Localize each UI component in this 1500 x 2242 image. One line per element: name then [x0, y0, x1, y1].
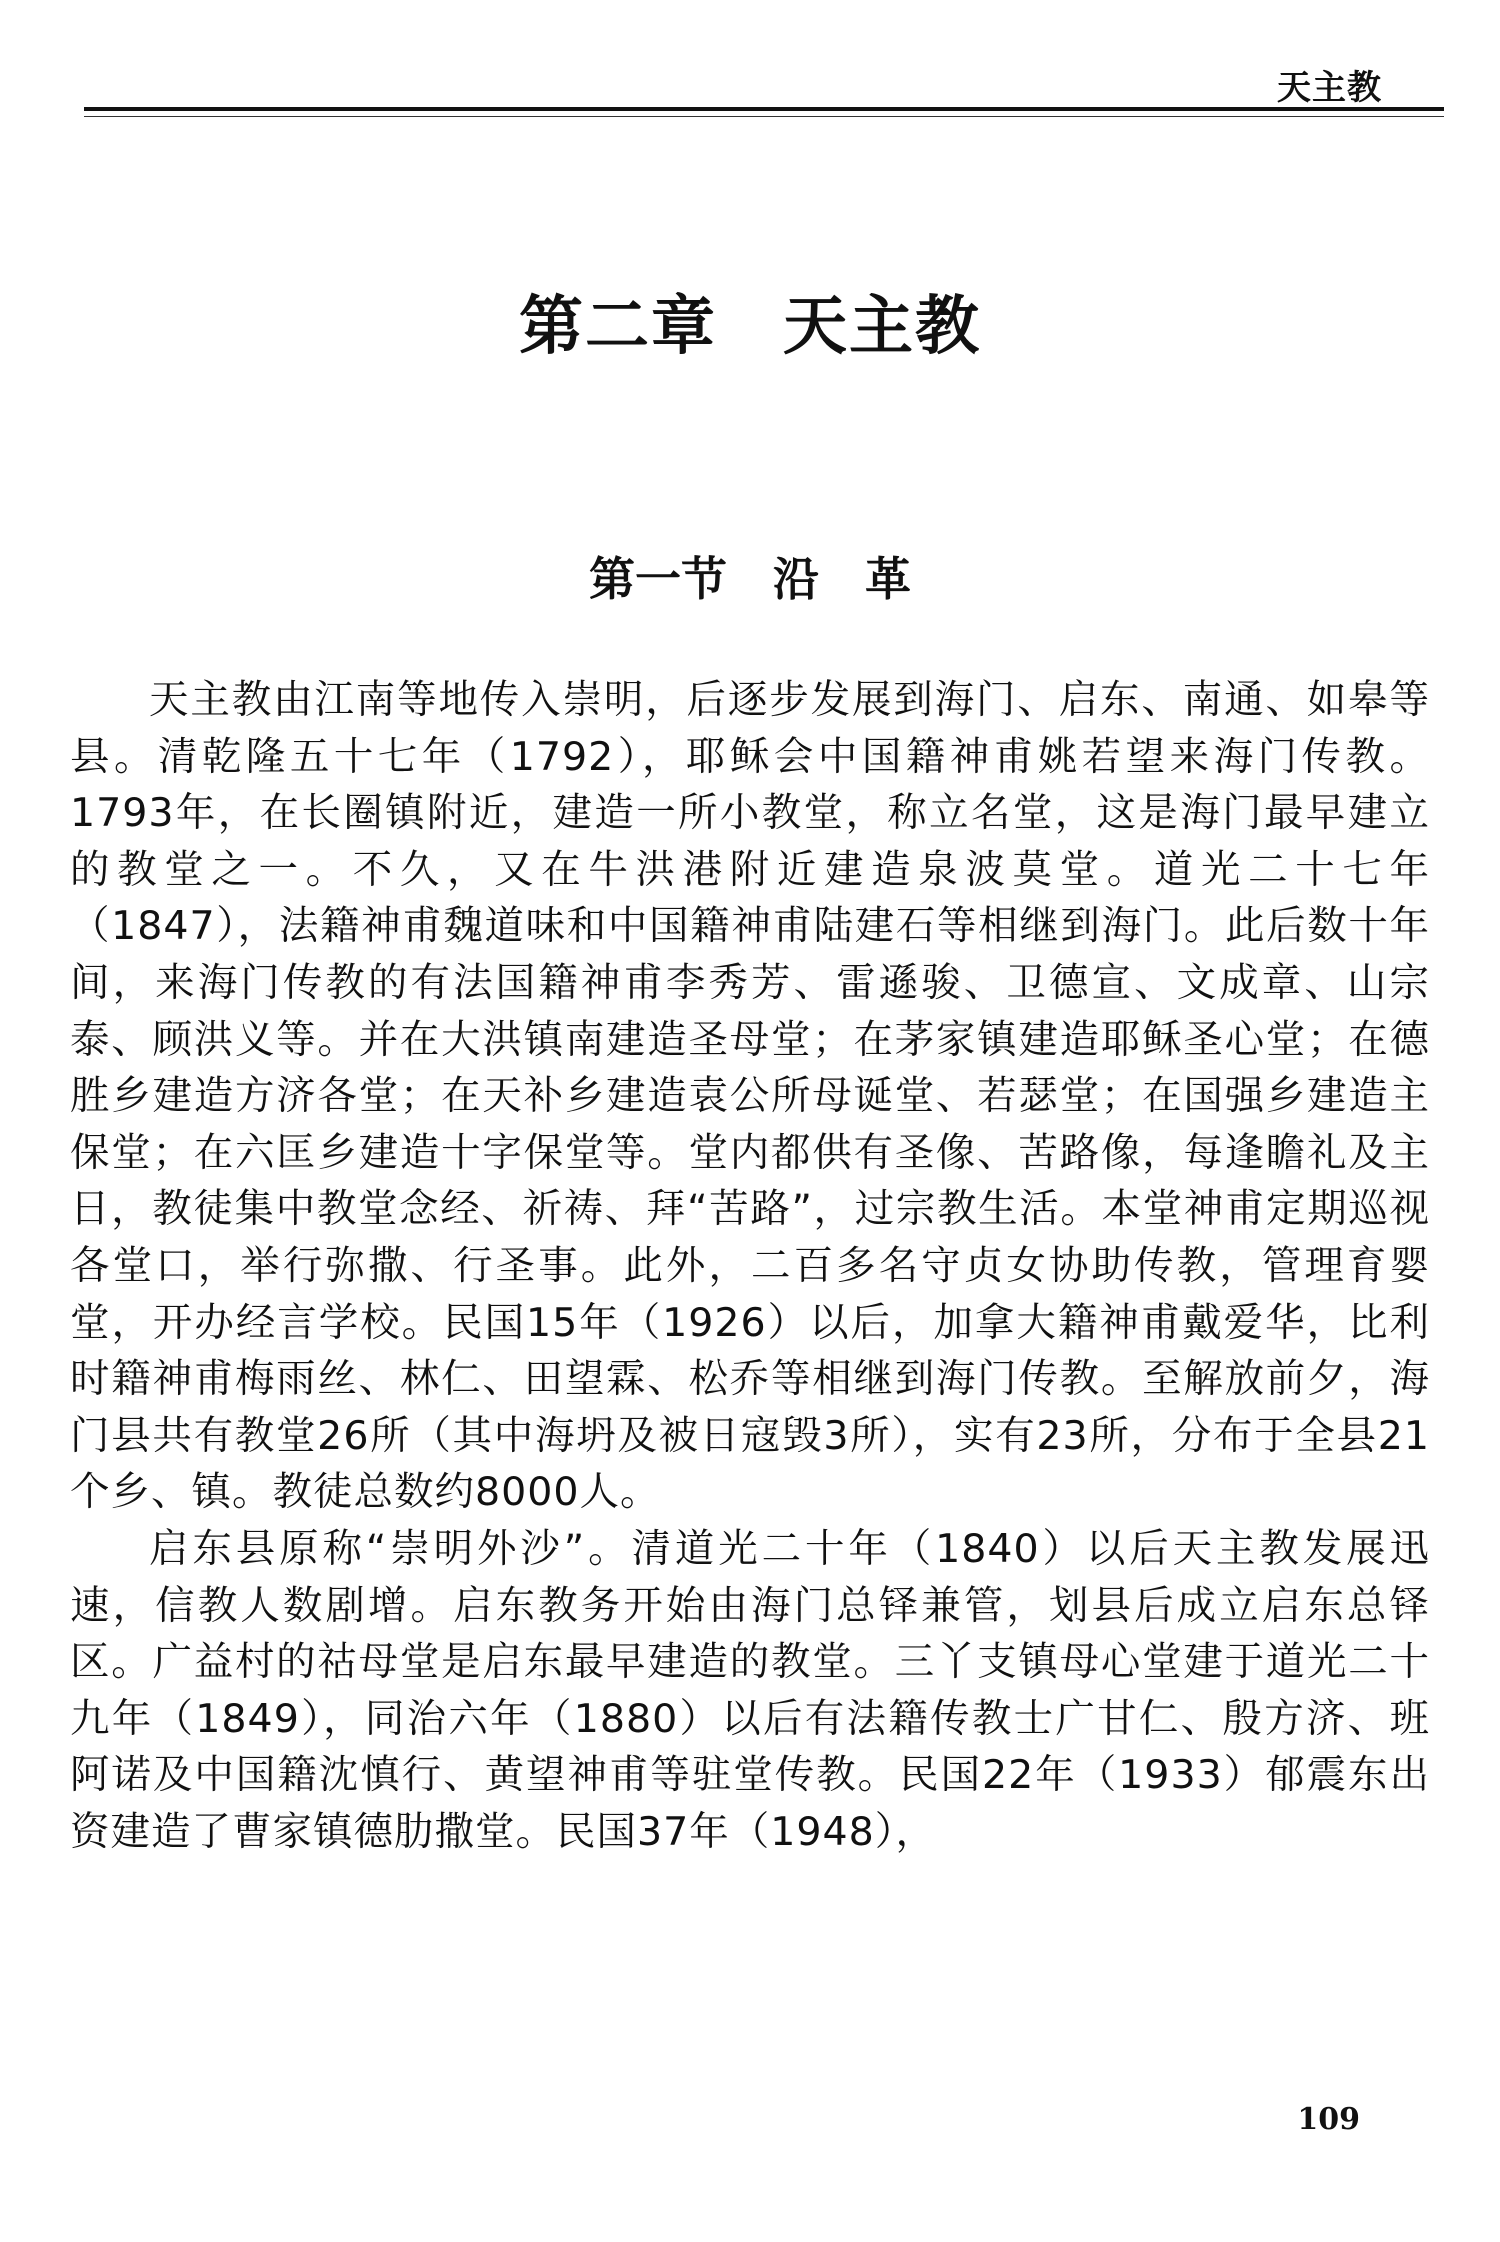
page-number: 109	[1297, 2102, 1360, 2137]
paragraph-2: 启东县原称“崇明外沙”。清道光二十年（1840）以后天主教发展迅速，信教人数剧增。启东教务开始由海门总铎兼管，划县后成立启东总铎区。广益村的祜母堂是启东最早建造的教堂。三丫支镇母心堂建于道光二十九年（1849），同治六年（1880）以后有法籍传教士广甘仁、殷方济、班阿诺及中国籍沈慎行、黄望神甫等驻堂传教。民国22年（1933）郁震东出资建造了曹家镇德肋撒堂。民国37年（1948），	[70, 1525, 1430, 1855]
section-title: 第一节 沿 革	[589, 552, 911, 606]
running-head: 天主教	[1277, 68, 1382, 108]
header-rule-thin	[84, 116, 1444, 117]
header-rule	[84, 107, 1444, 111]
body-text	[70, 672, 1430, 1860]
paragraph-1: 天主教由江南等地传入崇明，后逐步发展到海门、启东、南通、如皋等县。清乾隆五十七年（1792），耶稣会中国籍神甫姚若望来海门传教。1793年，在长圈镇附近，建造一所小教堂，称立名堂，这是海门最早建立的教堂之一。不久，又在牛洪港附近建造泉波莫堂。道光二十七年（1847），法籍神甫魏道味和中国籍神甫陆建石等相继到海门。此后数十年间，来海门传教的有法国籍神甫李秀芳、雷遜骏、卫德宣、文成章、山宗泰、顾洪义等。并在大洪镇南建造圣母堂；在茅家镇建造耶稣圣心堂；在德胜乡建造方济各堂；在天补乡建造袁公所母诞堂、若瑟堂；在国强乡建造主保堂；在六匡乡建造十字保堂等。堂内都供有圣像、苦路像，每逢瞻礼及主日，教徒集中教堂念经、祈祷、拜“苦路”，过宗教生活。本堂神甫定期巡视各堂口，举行弥撒、行圣事。此外，二百多名守贞女协助传教，管理育婴堂，开办经言学校。民国15年（1926）以后，加拿大籍神甫戴爱华，比利时籍神甫梅雨丝、林仁、田望霖、松乔等相继到海门传教。至解放前夕，海门县共有教堂26所（其中海坍及被日寇毁3所），实有23所，分布于全县21个乡、镇。教徒总数约8000人。	[70, 677, 1430, 1516]
chapter-title: 第二章 天主教	[519, 289, 981, 364]
